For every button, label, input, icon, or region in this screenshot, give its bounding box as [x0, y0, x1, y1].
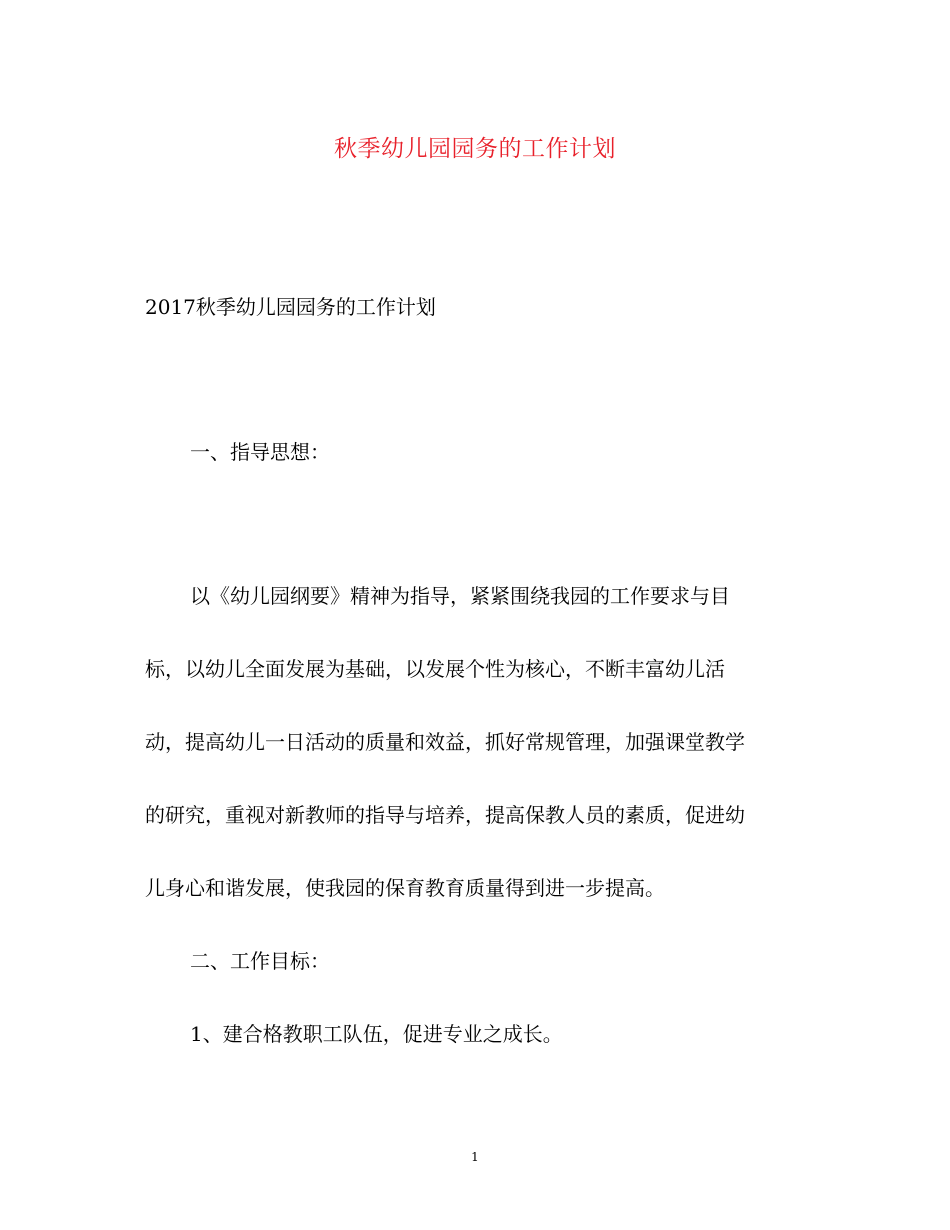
paragraph-line: 以《幼儿园纲要》精神为指导，紧紧围绕我园的工作要求与目: [190, 584, 730, 608]
section-heading-work-goals: 二、工作目标：: [190, 949, 330, 973]
paragraph-line: 标，以幼儿全面发展为基础，以发展个性为核心，不断丰富幼儿活: [145, 657, 725, 681]
section-heading-guiding-thought: 一、指导思想：: [190, 440, 330, 464]
page-number: 1: [471, 1150, 479, 1164]
list-item: 1、建合格教职工队伍，促进专业之成长。: [190, 1022, 563, 1046]
paragraph-line: 儿身心和谐发展，使我园的保育教育质量得到进一步提高。: [145, 876, 665, 900]
document-title: 秋季幼儿园园务的工作计划: [334, 136, 616, 162]
paragraph-line: 动，提高幼儿一日活动的质量和效益，抓好常规管理，加强课堂教学: [145, 730, 745, 754]
document-subtitle: 2017秋季幼儿园园务的工作计划: [145, 295, 436, 319]
paragraph-line: 的研究，重视对新教师的指导与培养，提高保教人员的素质，促进幼: [145, 803, 745, 827]
